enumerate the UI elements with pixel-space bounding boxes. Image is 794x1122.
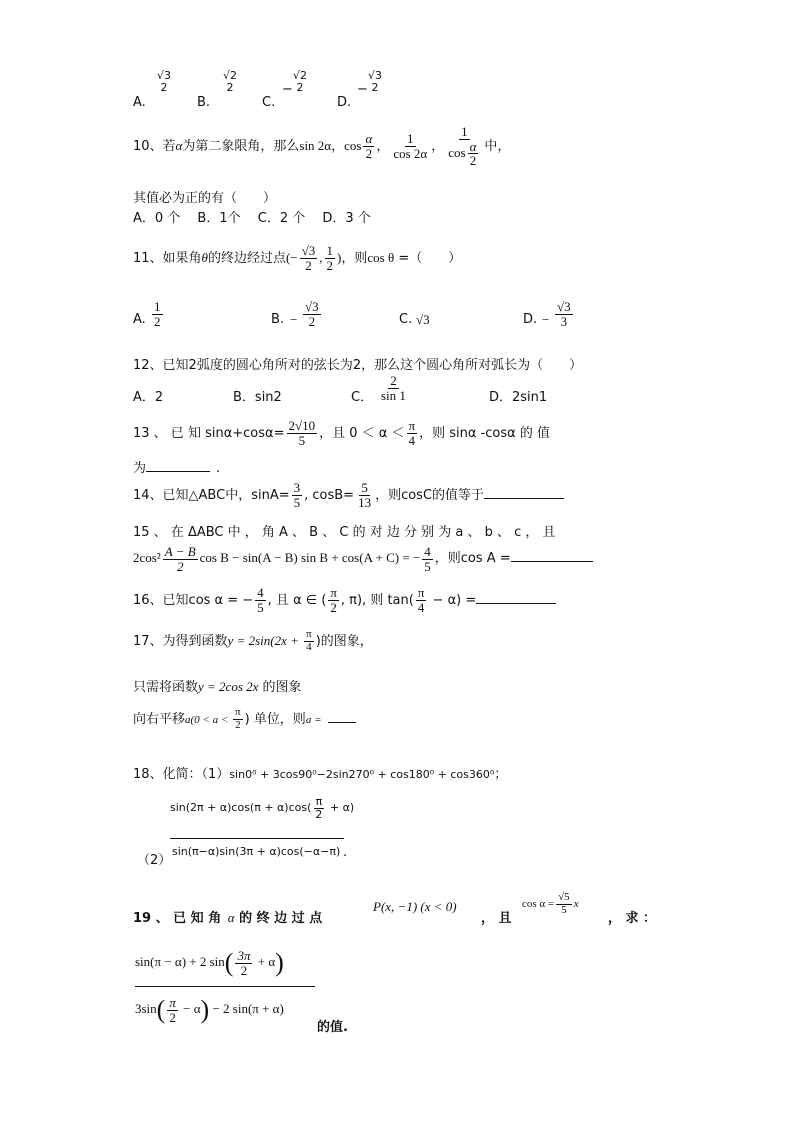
q10-tail: 中， [484,138,511,154]
q15-frac-den: 2 [176,558,184,574]
q16-answer-blank[interactable] [476,603,556,604]
q17-frac-pi-2 [233,707,243,731]
q17-two: 2 [235,719,241,731]
q19-cos-condition [522,889,579,919]
q17-func2: y = 2cos 2x [198,679,259,694]
q19-3pi: 3π [237,947,251,963]
q11-opt-a-num: 1 [154,299,161,314]
q11-opt-d-frac [555,300,573,328]
q16-part-e: − α) = [428,593,477,608]
q11-costheta: cos θ [367,250,395,265]
q16-stem [133,583,556,619]
q11-point-open: (− [285,250,298,265]
q16-frac1-num: 4 [257,585,264,601]
q15-frac-num: A − B [164,543,196,559]
q19-point: P(x, −1) (x < 0) [373,899,457,914]
q10-frac-2-cos: cos [448,144,466,160]
q9-option-d-den: 2 [371,80,379,94]
q15-line1: 15 、 在 ΔABC 中 ， 角 A 、 B 、 C 的 对 边 分 别 为 a 、 b 、 c ， 且 [133,525,556,540]
q14-answer-blank[interactable] [484,498,564,499]
q13-part-c: ，则 sinα -cosα 的 值 [419,426,550,441]
q10-prefix: 10、若 [133,138,176,154]
q11-opt-b-num: √3 [305,299,319,314]
q19-five: 5 [561,903,567,916]
q13-frac-2root10-5 [287,419,318,447]
q17-line2-b: 的图象 [258,680,302,695]
q15-frac-a-minus-b-2 [163,545,198,573]
q13-pi: π [408,418,416,434]
q17-answer-blank[interactable] [328,722,356,723]
q16-part-a: 16、已知cos α = − [133,593,254,608]
q19-two-den: 2 [169,1009,176,1025]
q18-pi: π [315,795,323,808]
q14-part-b: , cosB= [304,488,355,503]
q19-part-b: 的 终 边 过 点 [239,911,323,926]
q13-frac-num: 2√10 [288,418,316,434]
q11-point-close: ) [337,250,342,265]
q14-stem [133,478,564,514]
q17-a-eq: a = [305,714,322,726]
q11-opt-a-frac [152,300,163,328]
q11-opt-b-sign: − [290,312,298,327]
q10-options: A．0 个 B．1个 C．2 个 D．3 个 [133,211,371,226]
q14-frac-5-13 [356,481,373,509]
q19-plus-alpha: + α [254,954,276,969]
q10-frac-alpha-2 [363,132,374,160]
q9-option-c-num: √2 [293,69,308,82]
q15-mid: cos B − sin(A − B) sin B + cos(A + C) = − [199,550,421,565]
q15-answer-blank[interactable] [511,561,593,562]
q11-eq: =（ ） [394,251,462,266]
q11-opt-b-label: B. [271,312,285,327]
q17-line2-a: 只需将函数 [133,680,199,695]
q16-frac1-den: 5 [257,600,264,615]
q13-line1 [133,416,550,452]
q17-pi-2: π [235,706,241,719]
q10-frac-1-num: 1 [407,131,414,147]
q11-frac2-den: 2 [326,258,334,273]
q10-text: 为第二象限角，那么 [182,138,300,154]
q18-label2: （2） [137,853,172,868]
q10-comma-3: ， [431,138,445,154]
q13-period: . [216,461,221,476]
q19-part-a: 19 、 已 知 角 [133,911,222,926]
q16-frac2-num: π [330,585,337,601]
q10-cos-label: cos [344,137,362,153]
q9-option-b-den: 2 [226,80,234,94]
q9-option-b-label: B. [197,95,211,110]
q9-option-a-num: √3 [157,69,172,82]
q17-line2 [133,676,302,695]
q11-frac2-num: 1 [326,243,334,259]
q19-pi: π [169,994,176,1010]
q11-prefix: 11、如果角 [133,251,202,266]
q10-frac-1-cos-half [446,125,482,168]
q17-line1-b: )的图象， [315,634,373,649]
q12-opt-c-den: sin 1 [381,387,406,403]
q13-line2-label: 为 [133,461,147,476]
q9-option-b-frac [221,70,239,93]
q18-num-a: sin(2π + α)cos(π + α)cos( [170,801,312,815]
q15-2cos2: 2cos² [133,550,161,565]
q10-frac-2-den [446,140,482,168]
q19-part-d: ， 求 ： [608,911,657,926]
q17-line3-a: 向右平移 [133,712,186,727]
q9-option-d-sign: − [357,82,368,97]
q16-frac3-num: π [417,585,425,601]
q18-num-b: + α) [326,801,355,815]
q15-tail: ，则cos A = [434,551,511,566]
q10-line2: 其值必为正的有（ ） [133,191,277,206]
q16-frac2-den: 2 [330,600,337,615]
q11-frac-den: 2 [305,258,312,273]
q14-frac-3-5 [292,481,303,509]
q14-frac1-num: 3 [293,480,301,496]
q19-frac-pi-2 [167,996,178,1024]
q11-opt-c-label: C. [399,312,413,327]
q15-frac2-den: 5 [424,558,431,574]
q11-stem: 11、如果角θ的终边经过点(− $\frac{√3}{2}$ , $\frac{1}{2}$ )，则cos θ =（ ） [133,243,462,273]
q10-comma-1: ， [331,138,345,154]
q11-opt-b-den: 2 [308,313,316,329]
q13-frac-den: 5 [298,433,306,448]
q11-opt-d-den: 3 [560,313,568,329]
q10-sin2a: sin 2α [299,137,332,153]
q13-part-b: ，且 0 ＜ α ＜ [319,426,405,441]
q19-fraction-bar [135,986,315,987]
q12-opt-c-label: C． [351,390,374,405]
q18-period: . [343,845,348,860]
q9-option-a-den: 2 [160,80,168,94]
q18-line1-a: 18、化简：（1） [133,767,230,782]
q16-part-b: , 且 α ∈ ( [267,593,327,608]
q9-option-a-label: A. [133,95,146,110]
q9-option-d-num: √3 [368,69,383,82]
q19-den-a: 3sin [135,1001,157,1016]
q14-part-c: ，则cosC的值等于 [375,488,485,503]
q19-frac-3pi-2 [235,949,252,977]
q17-range: a(0 < a < [185,714,232,726]
q19-root5: √5 [558,891,570,904]
q19-tail: 的值. [317,1020,348,1035]
q17-frac-pi-4 [304,629,314,653]
q12-stem: 12、已知2弧度的圆心角所对的弦长为2，那么这个圆心角所对弧长为（ ） [133,358,583,373]
q15-line2 [133,538,593,579]
q18-fraction-bar [170,838,344,839]
q17-line1-a: 17、为得到函数 [133,634,228,649]
q16-frac3-den: 4 [417,600,425,615]
q14-frac2-num: 5 [361,480,368,496]
q12-opt-c-frac [379,374,408,402]
q18-denominator [172,845,340,858]
q11-opt-d-label: D. [523,312,538,327]
q9-option-d-frac [366,70,384,93]
q14-part-a: 14、已知△ABC中，sinA= [133,488,290,503]
q19-frac-root5-5 [556,892,572,916]
q19-den-b: − 2 sin(π + α) [209,1001,284,1016]
q18-frac-pi-2 [313,796,324,820]
q10-alpha: α [175,137,183,153]
q17-pi: π [306,628,312,641]
q12-opt-b: B．sin2 [233,390,282,405]
q11-theta: θ [201,250,208,265]
q19-part-c: ， 且 [481,911,512,926]
q17-four: 4 [306,641,312,653]
q11-opt-a-label: A. [133,312,146,327]
q15-frac2-num: 4 [424,543,431,559]
q13-frac-pi-4 [407,419,418,447]
q14-frac1-den: 5 [293,495,301,510]
q10-frac-2-inner [468,140,479,168]
q10-frac-alpha-den: 2 [365,145,373,161]
q9-option-c-sign: − [282,82,293,97]
q11-frac-1-2 [325,244,336,272]
q10-frac-cos2a-den: cos 2α [393,145,428,161]
q13-answer-blank[interactable] [146,471,210,472]
q9-option-c-den: 2 [296,80,304,94]
q12-opt-c-num: 2 [390,373,397,388]
q11-opt-a-den: 2 [154,313,161,329]
q9-option-c-label: C. [262,95,276,110]
q11-opt-d-num: √3 [557,299,571,314]
q18-two: 2 [315,807,323,821]
q19-num-a: sin(π − α) + 2 sin [135,954,225,969]
q10-frac-1-cos2a [391,132,429,160]
q17-line1 [133,624,373,659]
q19-minus-alpha: − α [179,1001,201,1016]
q11-frac-sqrt3-2 [300,244,318,272]
q12-opt-d: D．2sin1 [489,390,548,405]
q18-semicolon: ； [494,767,508,782]
q19-alpha: α [227,910,235,925]
q16-frac-4-5 [255,586,266,614]
q9-option-d-label: D. [337,95,352,110]
q11-tail: ，则 [341,251,368,266]
q11-text: 的终边经过点 [207,251,286,266]
q16-frac-pi-2 [328,586,339,614]
q11-opt-c-value: √3 [416,312,430,327]
q10-comma-2: ， [376,138,390,154]
q17-func1: y = 2sin(2x + [227,633,303,648]
q10-inner-two: 2 [469,153,477,169]
q16-frac-pi-4 [416,586,427,614]
q9-option-b-num: √2 [223,69,238,82]
q11-options [133,300,633,344]
q11-opt-d-sign: − [542,312,550,327]
q17-line3-b: ) 单位，则 [244,712,306,727]
q14-frac2-den: 13 [358,495,372,510]
q18-den: sin(π−α)sin(3π + α)cos(−α−π) [172,845,341,858]
q13-four: 4 [408,433,416,448]
q19-x: x [573,898,579,910]
q10-inner-alpha: α [469,138,477,154]
q9-option-c-frac [291,70,309,93]
q19-two-num: 2 [240,962,248,978]
q19-numerator: sin(π − α) + 2 sin( $\frac{3\pi}{2}$ + α) [135,947,284,978]
q10-frac-2-num: 1 [461,124,468,139]
q9-option-a-frac [155,70,173,93]
q17-line3 [133,703,356,737]
q15-frac-4-5 [422,545,433,573]
q16-part-c: , π), 则 tan( [340,593,414,608]
q19-line1 [133,907,322,926]
q12-opt-a: A．2 [133,390,164,405]
q11-opt-b-frac [303,300,321,328]
q13-line2 [133,457,220,476]
q18-numerator [170,796,354,820]
q18-expr1: sin0⁰ + 3cos90⁰−2sin270⁰ + cos180⁰ + cos360⁰ [229,768,495,781]
q11-frac-num: √3 [301,243,316,259]
q10-frac-alpha-num: α [365,131,373,147]
q18-line1 [133,763,507,782]
q19-denominator: 3sin( $\frac{\pi}{2}$ − α) − 2 sin(π + α) [135,994,284,1025]
q10-stem [133,125,510,168]
q12-options [133,374,633,414]
q19-cos-alpha: cos α = [522,898,555,910]
q13-part-a: 13 、 已 知 sinα+cosα= [133,426,285,441]
